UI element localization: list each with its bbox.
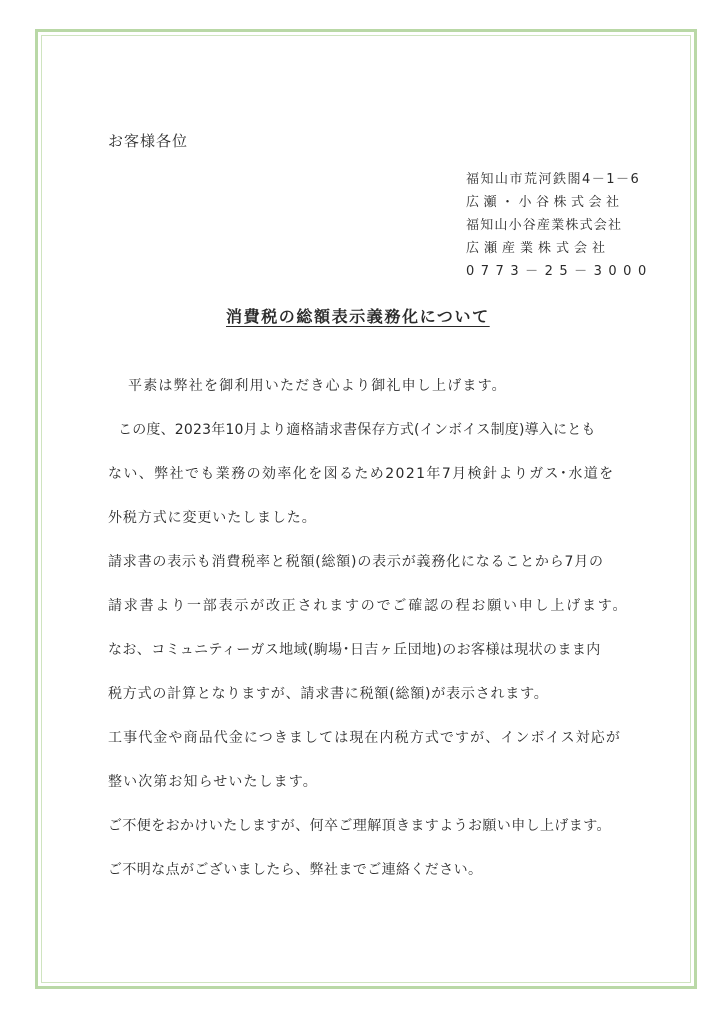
sender-company-3: 広瀬産業株式会社 (466, 241, 611, 256)
salutation: お客様各位 (108, 132, 189, 150)
sender-block (466, 168, 653, 283)
body-line-12: ご不明な点がございましたら、弊社までご連絡ください。 (108, 862, 483, 878)
sender-company-1: 広瀬・小谷株式会社 (466, 195, 624, 210)
body-line-6: 請求書より一部表示が改正されますのでご確認の程お願い申し上げます。 (108, 598, 629, 614)
sender-phone: 0773－25－3000 (466, 264, 653, 279)
body-line-4: 外税方式に変更いたしました。 (108, 510, 317, 526)
body-line-11: ご不便をおかけいたしますが、何卒ご理解頂きますようお願い申し上げます。 (108, 818, 611, 834)
body-line-3: ない、弊社でも業務の効率化を図るため2021年7月検針よりガス･水道を (108, 466, 615, 482)
body-line-10: 整い次第お知らせいたします。 (108, 774, 318, 790)
body-line-5: 請求書の表示も消費税率と税額(総額)の表示が義務化になることから7月の (108, 554, 604, 570)
body-line-9: 工事代金や商品代金につきましては現在内税方式ですが、インボイス対応が (108, 730, 621, 746)
sender-address: 福知山市荒河鉄閤4－1－6 (466, 172, 641, 187)
body-line-2: この度、2023年10月より適格請求書保存方式(インボイス制度)導入にとも (118, 422, 596, 438)
body-line-1: 平素は弊社を御利用いただき心より御礼申し上げます。 (128, 378, 507, 394)
document-title: 消費税の総額表示義務化について (226, 307, 490, 326)
sender-company-2: 福知山小谷産業株式会社 (466, 218, 623, 233)
body-line-8: 税方式の計算となりますが、請求書に税額(総額)が表示されます。 (108, 686, 549, 702)
body-line-7: なお、コミュニティーガス地域(駒場･日吉ヶ丘団地)のお客様は現状のまま内 (108, 642, 601, 658)
